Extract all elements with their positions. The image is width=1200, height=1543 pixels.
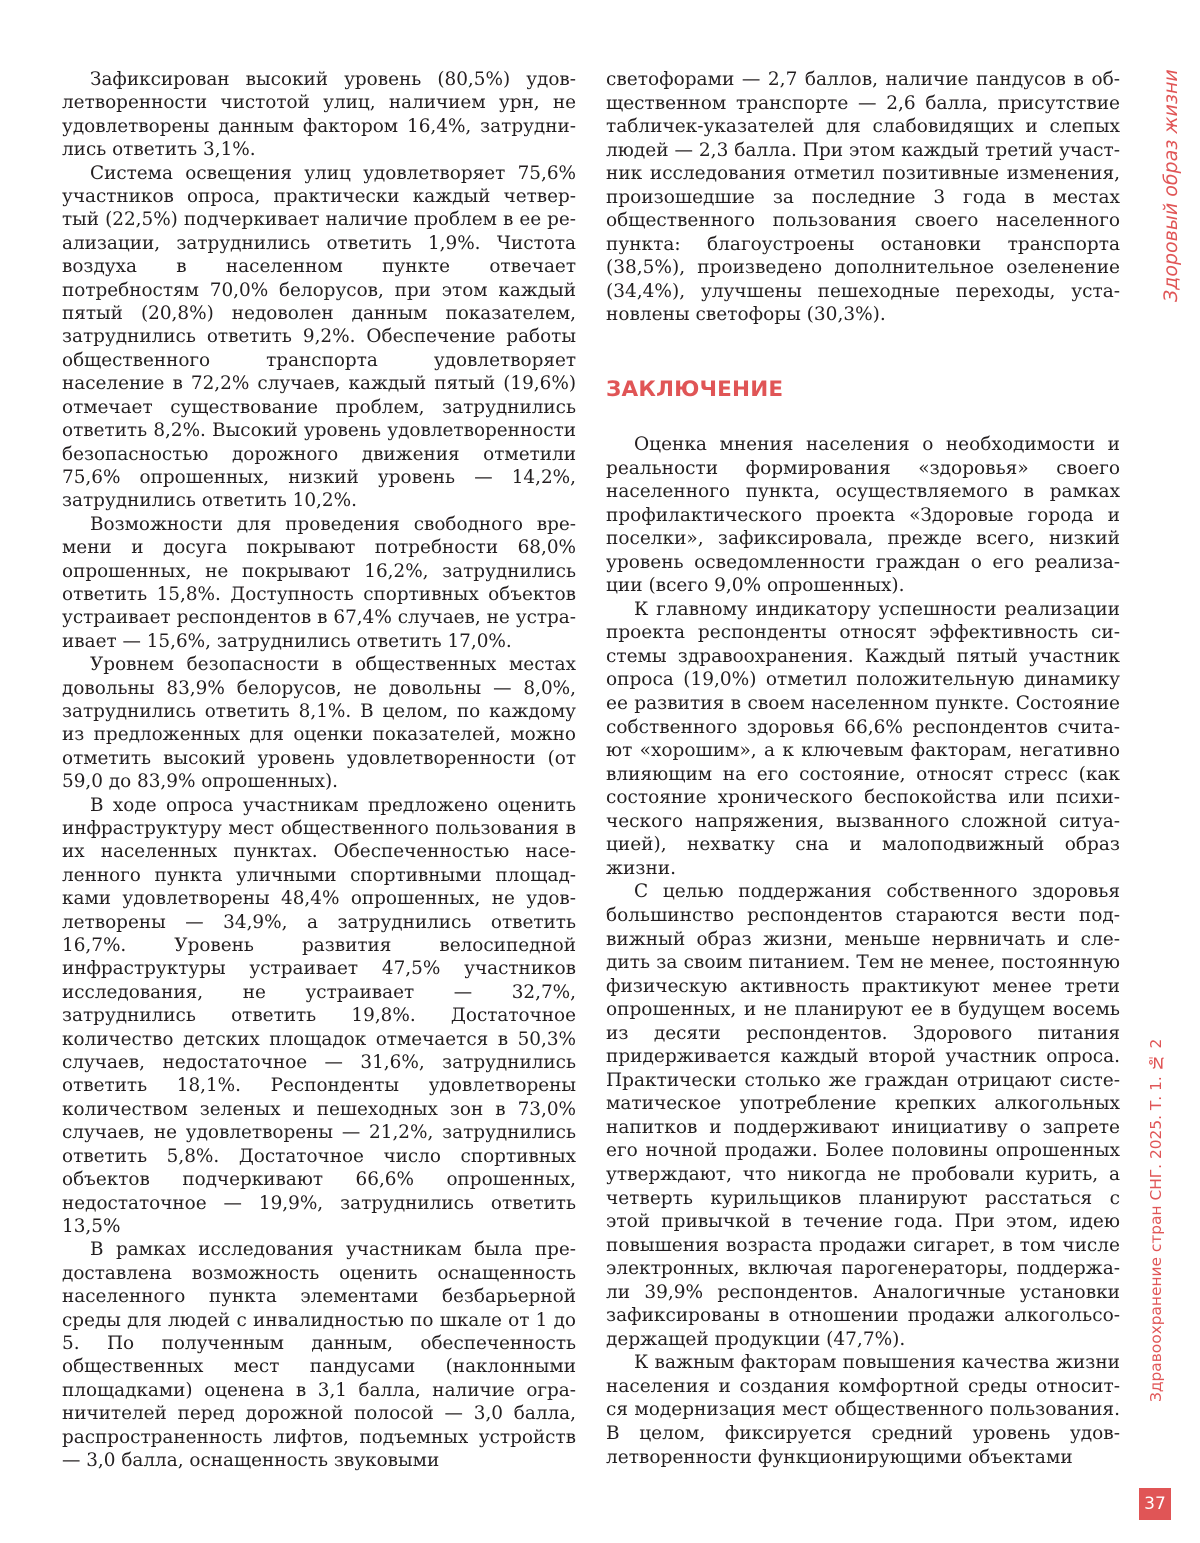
right-column (606, 68, 1120, 1469)
paragraph: С целью поддержания собственного здоровья большинство респондентов стараются вести подвижный образ жизни, меньше нервничать и следить за своим питанием. Тем не менее, постоянную физическую активность практикуют менее трети опрошенных, и не планируют ее в будущем восемь из десяти респондентов. Здорового питания придерживается каждый второй участник опроса. Практически столько же граждан отрицают систематическое употребление крепких алкогольных напитков и поддерживают инициативу о запрете его ночной продажи. Более половины опрошенных утверждают, что никогда не пробовали курить, а четверть курильщиков планируют расстаться с этой привычкой в течение года. При этом, идею повышения возраста продажи сигарет, в том числе электронных, включая парогенераторы, поддержали 39,9% респондентов. Аналогичные установки зафиксированы в отношении продажи алкогольсодержащей продукции (47,7%). (606, 881, 1120, 1350)
section-heading: ЗАКЛЮЧЕНИЕ (606, 377, 784, 403)
journal-info: Здравоохранение стран СНГ. 2025. Т. 1. № 2 (1147, 1038, 1165, 1402)
page-number: 37 (1139, 1488, 1171, 1520)
paragraph: В ходе опроса участникам предложено оценить инфраструктуру мест общественного пользования в их населенных пунктах. Обеспеченностью населенного пункта уличными спортивными площадками удовлетворены 48,4% опрошенных, не удовлетворены — 34,9%, а затруднились ответить 16,7%. Уровень развития велосипедной инфраструктуры устраивает 47,5% участников исследования, не устраивает — 32,7%, затруднились ответить 19,8%. Достаточное количество детских площадок отмечается в 50,3% случаев, недостаточное — 31,6%, затруднились ответить 18,1%. Респонденты удовлетворены количеством зеленых и пешеходных зон в 73,0% случаев, не удовлетворены — 21,2%, затруднились ответить 5,8%. Достаточное число спортивных объектов подчеркивают 66,6% опрошенных, недостаточное — 19,9%, затруднились ответить 13,5% (62, 794, 576, 1237)
paragraph: Зафиксирован высокий уровень (80,5%) удовлетворенности чистотой улиц, наличием урн, не удовлетворены данным фактором 16,4%, затруднились ответить 3,1%. (62, 69, 576, 161)
running-title: Здоровый образ жизни (1160, 69, 1182, 302)
paragraph: Уровнем безопасности в общественных местах довольны 83,9% белорусов, не довольны — 8,0%, затруднились ответить 8,1%. В целом, по каждому из предложенных для оценки показателей, можно отметить высокий уровень удовлетворенности (от 59,0 до 83,9% опрошенных). (62, 654, 576, 793)
paragraph: К важным факторам повышения качества жизни населения и создания комфортной среды относится модернизация мест общественного пользования. В целом, фиксируется средний уровень удовлетворенности функционирующими объектами (606, 1352, 1120, 1468)
paragraph: К главному индикатору успешности реализации проекта респонденты относят эффективность системы здравоохранения. Каждый пятый участник опроса (19,0%) отметил положительную динамику ее развития в своем населенном пункте. Состояние собственного здоровья 66,6% респондентов считают «хорошим», а к ключевым факторам, негативно влияющим на его состояние, относят стресс (как состояние хронического беспокойства или психического напряжения, вызванного сложной ситуацией), нехватку сна и малоподвижный образ жизни. (606, 598, 1120, 879)
paragraph: Возможности для проведения свободного времени и досуга покрывают потребности 68,0% опрошенных, не покрывают 16,2%, затруднились ответить 15,8%. Доступность спортивных объектов устраивает респондентов в 67,4% случаев, не устраивает — 15,6%, затруднились ответить 17,0%. (62, 513, 576, 652)
paragraph-continued: светофорами — 2,7 баллов, наличие пандусов в общественном транспорте — 2,6 балла, присутствие табличек-указателей для слабовидящих и слепых людей — 2,3 балла. При этом каждый третий участник исследования отметил позитивные изменения, произошедшие за последние 3 года в местах общественного пользования своего населенного пункта: благоустроены остановки транспорта (38,5%), произведено дополнительное озеленение (34,4%), улучшены пешеходные переходы, установлены светофоры (30,3%). (606, 69, 1120, 326)
left-column (62, 68, 576, 1472)
paragraph: Система освещения улиц удовлетворяет 75,6% участников опроса, практически каждый четвертый (22,5%) подчеркивает наличие проблем в ее реализации, затруднились ответить 1,9%. Чистота воздуха в населенном пункте отвечает потребностям 70,0% белорусов, при этом каждый пятый (20,8%) недоволен данным показателем, затруднились ответить 9,2%. Обеспечение работы общественного транспорта удовлетворяет население в 72,2% случаев, каждый пятый (19,6%) отмечает существование проблем, затруднились ответить 8,2%. Высокий уровень удовлетворенности безопасностью дорожного движения отметили 75,6% опрошенных, низкий уровень — 14,2%, затруднились ответить 10,2%. (62, 162, 576, 512)
paragraph: В рамках исследования участникам была предоставлена возможность оценить оснащенность населенного пункта элементами безбарьерной среды для людей с инвалидностью по шкале от 1 до 5. По полученным данным, обеспеченность общественных мест пандусами (наклонными площадками) оценена в 3,1 балла, наличие ограничителей перед дорожной полосой — 3,0 балла, распространенность лифтов, подъемных устройств — 3,0 балла, оснащенность звуковыми (62, 1239, 576, 1471)
paragraph: Оценка мнения населения о необходимости и реальности формирования «здоровья» своего населенного пункта, осуществляемого в рамках профилактического проекта «Здоровые города и поселки», зафиксировала, прежде всего, низкий уровень осведомленности граждан о его реализации (всего 9,0% опрошенных). (606, 434, 1120, 597)
